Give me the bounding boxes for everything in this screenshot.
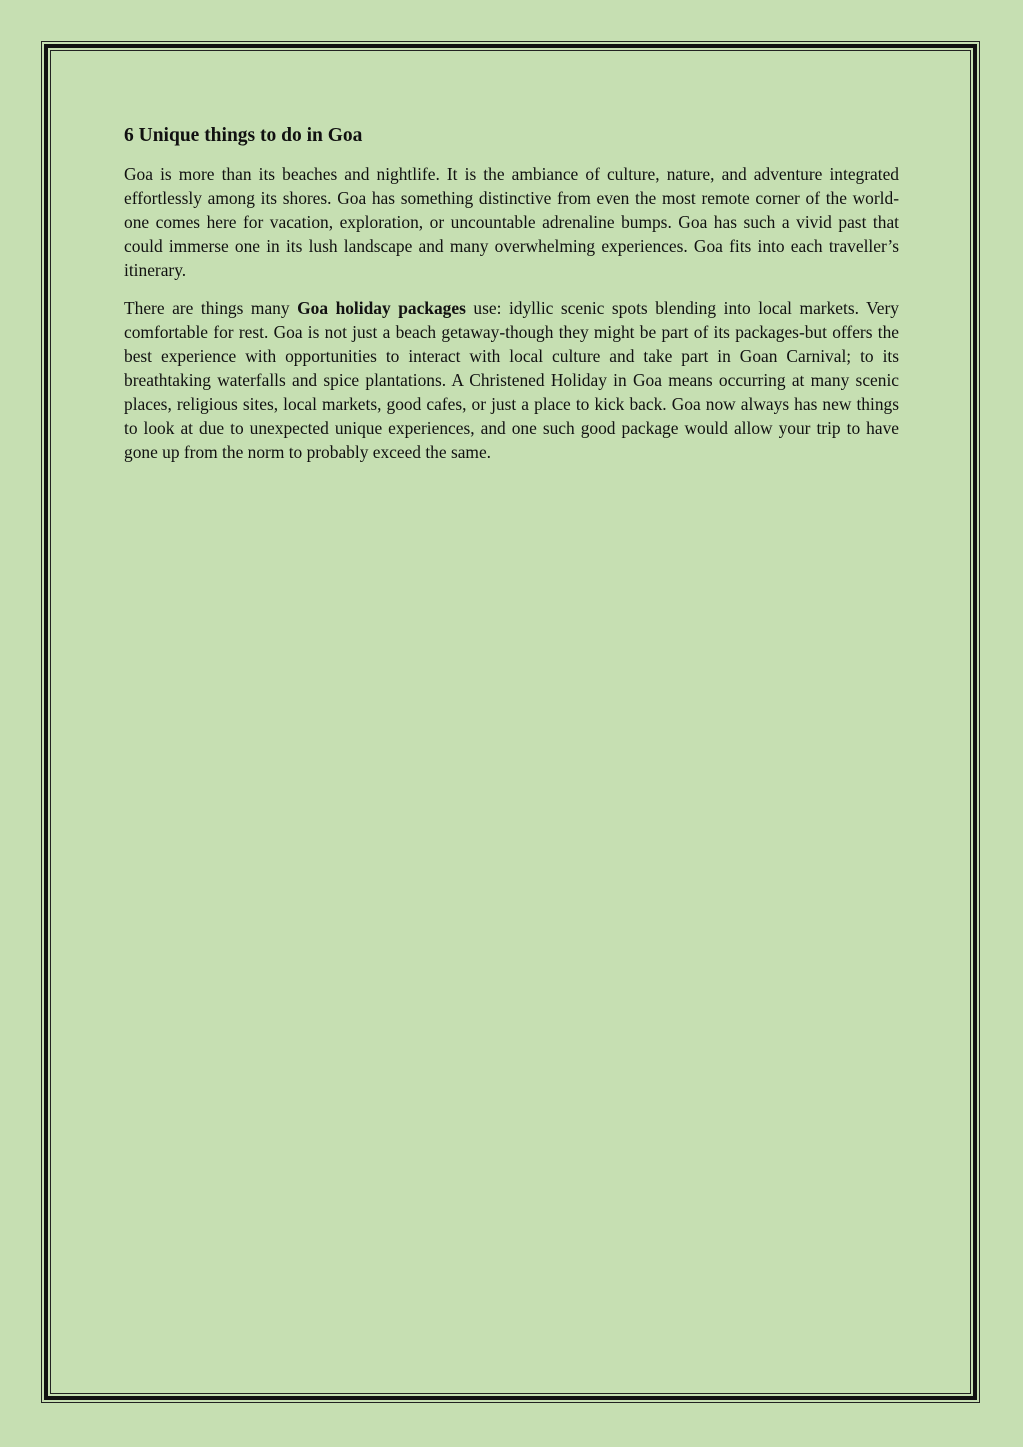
- paragraph-packages-start: There are things many: [124, 298, 298, 318]
- bold-keyword-goa-holiday-packages: Goa holiday packages: [297, 298, 466, 318]
- document-body: [124, 122, 899, 478]
- document-title: 6 Unique things to do in Goa: [124, 125, 363, 146]
- paragraph-packages: [124, 296, 899, 464]
- paragraph-packages-rest: use: idyllic scenic spots blending into local markets. Very comfortable for rest. Goa is not just a beach getaway-though they might be part of its packages-but offers the best experience with opportunities to interact with local culture and take part in Goan Carnival; to its breathtaking waterfalls and spice plantations. A Christened Holiday in Goa means occurring at many scenic places, religious sites, local markets, good cafes, or just a place to kick back. Goa now always has new things to look at due to unexpected unique experiences, and one such good package would allow your trip to have gone up from the norm to probably exceed the same.: [124, 298, 900, 462]
- paragraph-intro: Goa is more than its beaches and nightlife. It is the ambiance of culture, nature, and adventure integrated effortlessly among its shores. Goa has something distinctive from even the most remote corner of the world-one comes here for vacation, exploration, or uncountable adrenaline bumps. Goa has such a vivid past that could immerse one in its lush landscape and many overwhelming experiences. Goa fits into each traveller’s itinerary.: [124, 164, 899, 280]
